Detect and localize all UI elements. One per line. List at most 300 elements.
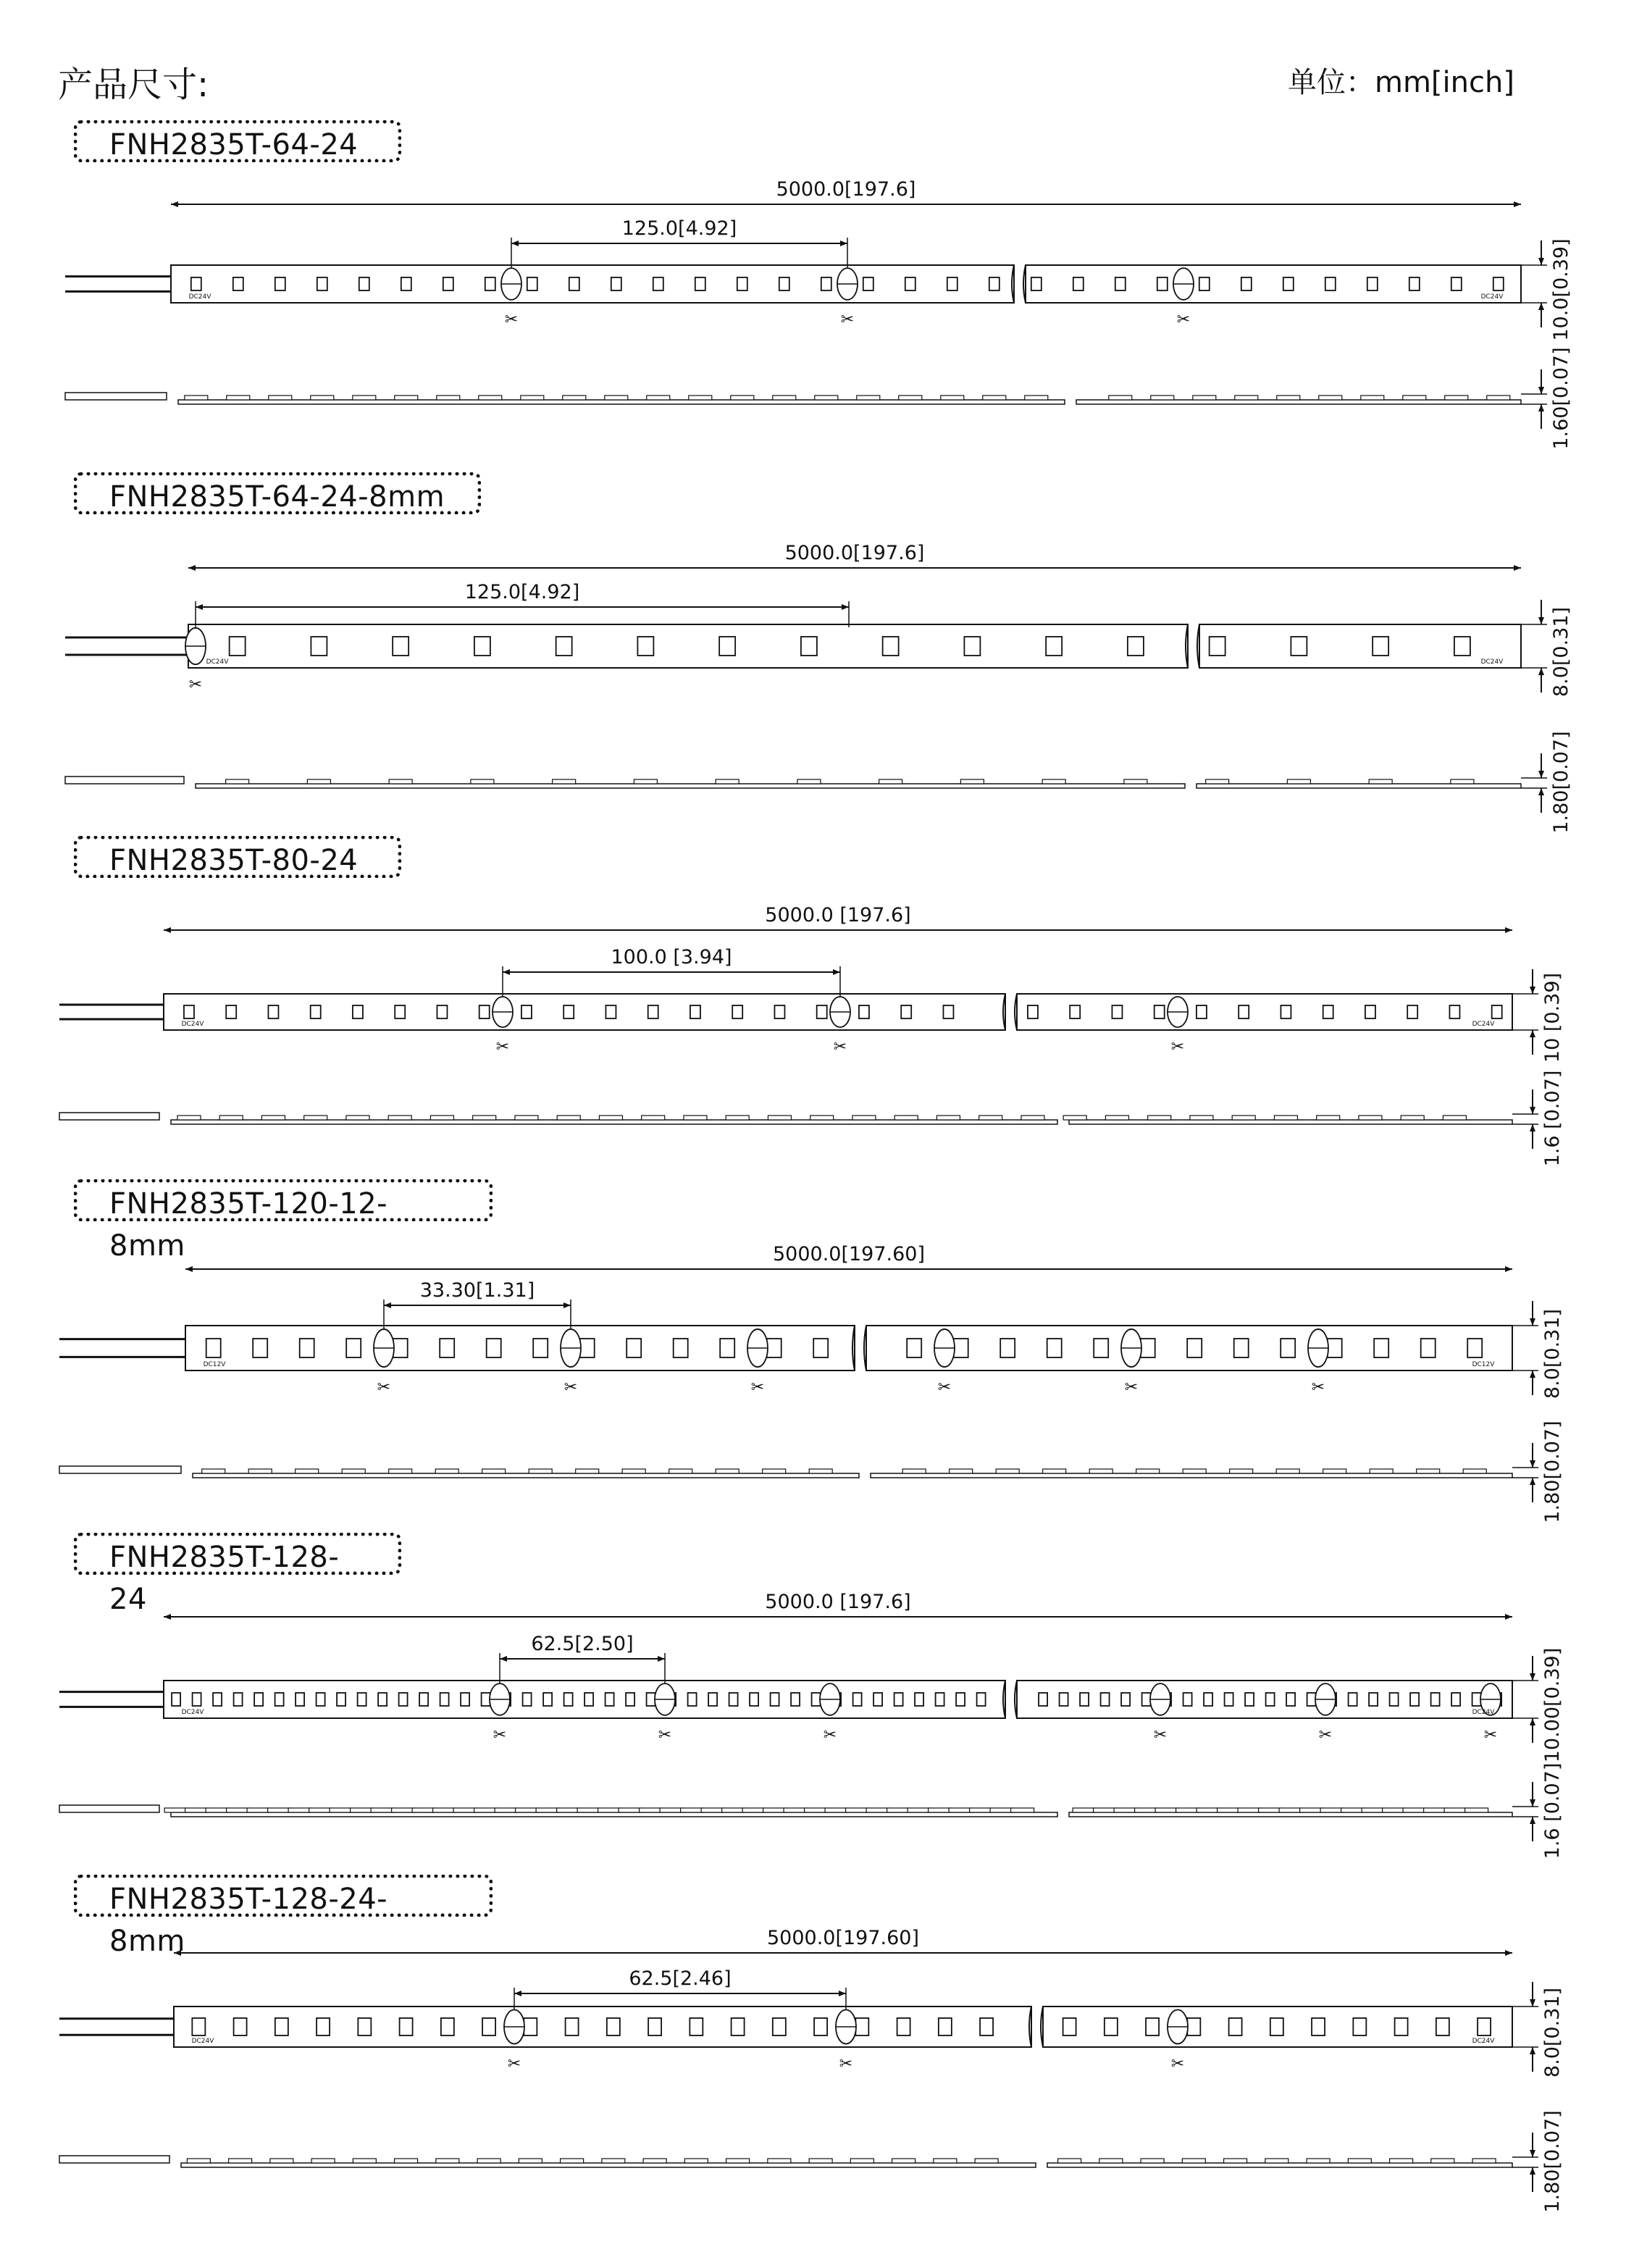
led-chip — [1245, 1693, 1254, 1706]
led-side-view — [1105, 1116, 1128, 1120]
led-side-view — [1383, 1808, 1406, 1812]
led-side-view — [516, 1808, 539, 1812]
led-side-view — [1011, 1808, 1034, 1812]
led-side-view — [330, 1808, 353, 1812]
pitch-label: 100.0 [3.94] — [611, 946, 732, 968]
scissors-icon: ✂ — [495, 1038, 510, 1056]
led-chip — [855, 2018, 868, 2035]
led-chip — [1239, 1005, 1249, 1018]
led-side-view — [1472, 2159, 1496, 2163]
led-chip — [399, 1693, 408, 1706]
led-side-view — [689, 396, 712, 400]
led-chip — [1063, 2018, 1076, 2035]
pitch-label: 33.30[1.31] — [419, 1279, 535, 1302]
led-chip — [569, 277, 579, 290]
led-side-view — [1136, 1469, 1160, 1473]
led-chip — [1369, 1693, 1378, 1706]
led-side-view — [1417, 1469, 1440, 1473]
scissors-icon: ✂ — [1153, 1726, 1168, 1744]
led-side-view — [701, 1808, 724, 1812]
scissors-icon: ✂ — [563, 1378, 578, 1397]
led-chip — [1187, 2018, 1200, 2035]
led-side-view — [1287, 779, 1310, 784]
wire-side-view — [59, 1466, 181, 1473]
led-side-view — [768, 2159, 791, 2163]
led-side-view — [261, 1116, 285, 1120]
led-chip — [821, 277, 831, 290]
led-chip — [440, 1339, 454, 1357]
led-side-view — [684, 2159, 708, 2163]
led-chip — [1229, 2018, 1242, 2035]
strip-side-view — [1047, 2163, 1512, 2167]
led-side-view — [309, 1808, 332, 1812]
led-chip — [719, 637, 735, 656]
led-side-view — [269, 396, 292, 400]
led-chip — [253, 1339, 267, 1357]
led-side-view — [389, 1469, 412, 1473]
led-side-view — [1361, 396, 1384, 400]
led-side-view — [453, 1808, 477, 1812]
led-chip — [812, 1693, 821, 1706]
led-side-view — [857, 396, 880, 400]
led-side-view — [763, 1808, 787, 1812]
led-chip — [1070, 1005, 1080, 1018]
led-side-view — [1341, 1808, 1365, 1812]
led-side-view — [879, 779, 902, 784]
led-chip — [441, 2018, 454, 2035]
width-label: 10 [0.39] — [1541, 972, 1564, 1063]
led-chip — [317, 1693, 325, 1706]
led-chip — [213, 1693, 222, 1706]
led-side-view — [577, 1808, 600, 1812]
led-chip — [311, 637, 327, 656]
led-chip — [543, 1693, 552, 1706]
led-chip — [813, 1339, 828, 1357]
led-chip — [563, 1005, 574, 1018]
led-chip — [524, 2018, 537, 2035]
strip-side-view — [193, 1473, 859, 1478]
led-side-view — [1320, 1808, 1344, 1812]
led-side-view — [731, 396, 754, 400]
width-label: 8.0[0.31] — [1550, 606, 1572, 698]
led-side-view — [1058, 2159, 1081, 2163]
led-chip — [1046, 637, 1062, 656]
voltage-label: DC24V — [188, 293, 211, 301]
led-chip — [1270, 2018, 1283, 2035]
led-chip — [1121, 1693, 1130, 1706]
led-side-view — [1114, 1808, 1137, 1812]
led-side-view — [268, 1808, 291, 1812]
led-chip — [191, 277, 201, 290]
led-chip — [1312, 2018, 1325, 2035]
strip-side-view — [1076, 400, 1521, 404]
strip-side-view — [1197, 784, 1521, 788]
scissors-icon: ✂ — [1318, 1726, 1333, 1744]
led-chip — [226, 1005, 236, 1018]
led-side-view — [634, 779, 657, 784]
led-chip — [1492, 1005, 1502, 1018]
led-chip — [1307, 1693, 1316, 1706]
led-side-view — [1218, 1808, 1241, 1812]
led-side-view — [515, 1116, 538, 1120]
led-side-view — [996, 1469, 1019, 1473]
led-side-view — [1307, 2159, 1330, 2163]
led-chip — [184, 1005, 194, 1018]
led-side-view — [1403, 396, 1426, 400]
led-side-view — [346, 1116, 369, 1120]
led-chip — [1449, 1005, 1459, 1018]
led-chip — [605, 1005, 616, 1018]
scissors-icon: ✂ — [840, 311, 855, 329]
led-chip — [1105, 2018, 1118, 2035]
led-side-view — [1124, 779, 1147, 784]
led-chip — [400, 2018, 413, 2035]
led-side-view — [1151, 396, 1174, 400]
led-chip — [234, 2018, 247, 2035]
width-label: 10.00[0.39] — [1541, 1647, 1564, 1763]
strip-body-top-view — [164, 994, 1005, 1030]
strip-side-view — [1069, 1812, 1512, 1817]
led-side-view — [1089, 1469, 1112, 1473]
led-side-view — [1276, 1469, 1299, 1473]
led-chip — [1328, 1339, 1342, 1357]
led-side-view — [1135, 1808, 1158, 1812]
led-side-view — [311, 396, 334, 400]
led-side-view — [219, 1116, 243, 1120]
led-chip — [1472, 1693, 1481, 1706]
led-chip — [1094, 1339, 1108, 1357]
thickness-label: 1.80[0.07] — [1541, 2110, 1564, 2213]
led-chip — [605, 1693, 614, 1706]
led-chip — [1039, 1693, 1047, 1706]
led-chip — [611, 277, 621, 290]
led-chip — [521, 1005, 532, 1018]
led-chip — [233, 277, 243, 290]
led-chip — [1141, 1339, 1155, 1357]
scissors-icon: ✂ — [188, 676, 203, 694]
led-chip — [695, 277, 705, 290]
scissors-icon: ✂ — [658, 1726, 672, 1744]
led-side-view — [960, 779, 984, 784]
led-side-view — [435, 1469, 458, 1473]
scissors-icon: ✂ — [377, 1378, 391, 1397]
led-side-view — [846, 1808, 869, 1812]
led-chip — [1365, 1005, 1375, 1018]
led-side-view — [1224, 2159, 1247, 2163]
led-side-view — [1369, 779, 1392, 784]
led-side-view — [395, 396, 418, 400]
led-chip — [980, 2018, 993, 2035]
led-side-view — [206, 1808, 229, 1812]
led-chip — [939, 2018, 952, 2035]
led-side-view — [307, 779, 330, 784]
led-side-view — [1238, 1808, 1261, 1812]
scissors-icon: ✂ — [1170, 1038, 1185, 1056]
led-chip — [1210, 637, 1225, 656]
led-side-view — [797, 779, 821, 784]
led-side-view — [342, 1469, 365, 1473]
led-chip — [690, 2018, 703, 2035]
led-side-view — [1206, 779, 1229, 784]
led-chip — [1451, 1693, 1460, 1706]
led-chip — [358, 1693, 366, 1706]
led-chip — [1187, 1339, 1202, 1357]
led-chip — [1234, 1339, 1249, 1357]
led-chip — [401, 277, 411, 290]
led-chip — [1493, 277, 1504, 290]
led-chip — [956, 1693, 965, 1706]
led-chip — [580, 1339, 595, 1357]
led-chip — [1146, 2018, 1159, 2035]
scissors-icon: ✂ — [1311, 1378, 1325, 1397]
led-chip — [482, 1693, 490, 1706]
led-chip — [977, 1693, 986, 1706]
led-side-view — [934, 2159, 957, 2163]
led-side-view — [716, 1469, 739, 1473]
led-chip — [268, 1005, 278, 1018]
pitch-label: 62.5[2.46] — [629, 1967, 732, 1990]
scissors-icon: ✂ — [507, 2055, 521, 2073]
led-chip — [172, 1693, 180, 1706]
led-chip — [533, 1339, 548, 1357]
led-chip — [732, 2018, 745, 2035]
led-chip — [1390, 1693, 1399, 1706]
led-side-view — [1487, 396, 1510, 400]
led-side-view — [979, 1116, 1002, 1120]
led-side-view — [1193, 396, 1216, 400]
wire-side-view — [65, 777, 184, 784]
led-chip — [1112, 1005, 1122, 1018]
led-side-view — [1230, 1469, 1253, 1473]
led-chip — [1101, 1693, 1110, 1706]
led-chip — [1128, 637, 1144, 656]
led-chip — [393, 637, 408, 656]
led-side-view — [681, 1808, 704, 1812]
led-side-view — [899, 396, 922, 400]
thickness-label: 1.80[0.07] — [1550, 731, 1572, 834]
led-chip — [254, 1693, 263, 1706]
strip-side-view — [1069, 1120, 1512, 1124]
led-side-view — [433, 1808, 456, 1812]
led-side-view — [1099, 2159, 1123, 2163]
led-chip — [523, 1693, 532, 1706]
led-side-view — [936, 1116, 960, 1120]
led-side-view — [561, 2159, 584, 2163]
led-side-view — [902, 1469, 926, 1473]
led-chip — [626, 1693, 634, 1706]
led-chip — [648, 1005, 658, 1018]
wire-side-view — [65, 393, 167, 400]
scissors-icon: ✂ — [750, 1378, 765, 1397]
led-chip — [1060, 1693, 1068, 1706]
led-side-view — [866, 1808, 889, 1812]
scissors-icon: ✂ — [937, 1378, 952, 1397]
led-side-view — [227, 1808, 250, 1812]
led-side-view — [894, 1116, 918, 1120]
strip-side-view — [178, 400, 1065, 404]
led-chip — [936, 1693, 944, 1706]
led-chip — [487, 1339, 501, 1357]
led-side-view — [684, 1116, 707, 1120]
strip-body-top-view — [1026, 265, 1521, 303]
led-chip — [1080, 1693, 1089, 1706]
led-chip — [637, 637, 653, 656]
led-side-view — [304, 1116, 327, 1120]
pitch-label: 125.0[4.92] — [621, 217, 737, 240]
led-chip — [474, 637, 490, 656]
led-side-view — [949, 1808, 972, 1812]
led-side-view — [975, 2159, 998, 2163]
led-side-view — [850, 2159, 873, 2163]
thickness-label: 1.6 [0.07] — [1541, 1070, 1564, 1167]
strip-body-top-view — [1199, 624, 1521, 668]
led-side-view — [388, 1116, 411, 1120]
led-side-view — [185, 396, 208, 400]
scissors-icon: ✂ — [823, 1726, 837, 1744]
scissors-icon: ✂ — [504, 311, 519, 329]
unit-label: 单位：mm[inch] — [1288, 66, 1514, 99]
led-chip — [853, 1693, 862, 1706]
led-side-view — [1176, 1808, 1199, 1812]
led-side-view — [1317, 1116, 1340, 1120]
led-chip — [1028, 1005, 1038, 1018]
led-side-view — [529, 1469, 552, 1473]
total-length-label: 5000.0 [197.6] — [765, 904, 911, 926]
width-label: 8.0[0.31] — [1541, 1308, 1564, 1399]
led-side-view — [495, 1808, 518, 1812]
led-chip — [720, 1339, 734, 1357]
led-chip — [653, 277, 663, 290]
led-side-view — [887, 1808, 910, 1812]
led-chip — [1454, 637, 1470, 656]
led-side-view — [1362, 1808, 1385, 1812]
led-chip — [1373, 637, 1388, 656]
led-side-view — [1109, 396, 1132, 400]
led-chip — [230, 637, 246, 656]
led-chip — [395, 1005, 405, 1018]
led-chip — [1353, 2018, 1366, 2035]
led-side-view — [622, 1469, 645, 1473]
led-side-view — [164, 1808, 188, 1812]
led-chip — [1183, 1693, 1192, 1706]
led-side-view — [619, 1808, 642, 1812]
led-side-view — [742, 1808, 766, 1812]
led-side-view — [1063, 1116, 1086, 1120]
led-side-view — [202, 1469, 225, 1473]
led-side-view — [353, 396, 376, 400]
model-label-5: FNH2835T-128-24 — [74, 1533, 401, 1575]
led-side-view — [177, 1116, 201, 1120]
led-chip — [1283, 277, 1294, 290]
led-side-view — [809, 1469, 832, 1473]
led-chip — [275, 277, 285, 290]
led-side-view — [1182, 2159, 1205, 2163]
led-chip — [801, 637, 817, 656]
led-chip — [1031, 277, 1042, 290]
led-chip — [317, 277, 327, 290]
voltage-label: DC24V — [1472, 1021, 1495, 1028]
led-side-view — [296, 1469, 319, 1473]
pitch-label: 125.0[4.92] — [464, 581, 580, 603]
led-chip — [1325, 277, 1336, 290]
led-side-view — [768, 1116, 791, 1120]
led-side-view — [226, 779, 249, 784]
voltage-label: DC24V — [206, 658, 229, 666]
led-chip — [485, 277, 495, 290]
led-chip — [1142, 1693, 1151, 1706]
led-side-view — [1043, 1469, 1066, 1473]
wire-side-view — [59, 1805, 159, 1812]
led-chip — [943, 1005, 953, 1018]
model-label-3: FNH2835T-80-24 — [74, 836, 401, 878]
led-side-view — [773, 396, 796, 400]
strip-side-view — [171, 1812, 1057, 1817]
led-chip — [1451, 277, 1462, 290]
led-side-view — [1323, 1469, 1346, 1473]
led-side-view — [852, 1116, 876, 1120]
led-chip — [192, 2018, 205, 2035]
strip-body-top-view — [1017, 994, 1512, 1030]
strip-side-view — [196, 784, 1185, 788]
led-chip — [674, 1339, 688, 1357]
led-side-view — [392, 1808, 415, 1812]
voltage-label: DC12V — [203, 1361, 226, 1368]
led-chip — [378, 1693, 387, 1706]
led-side-view — [536, 1808, 559, 1812]
led-chip — [300, 1339, 314, 1357]
led-chip — [1157, 277, 1168, 290]
led-chip — [1421, 1339, 1436, 1357]
led-chip — [1395, 2018, 1408, 2035]
led-side-view — [647, 396, 670, 400]
led-chip — [1000, 1339, 1015, 1357]
led-side-view — [371, 1808, 394, 1812]
led-side-view — [643, 2159, 666, 2163]
led-side-view — [810, 1116, 834, 1120]
led-chip — [626, 1339, 641, 1357]
led-chip — [584, 1693, 593, 1706]
led-side-view — [1190, 1116, 1213, 1120]
led-side-view — [660, 1808, 683, 1812]
led-chip — [556, 637, 572, 656]
led-side-view — [1197, 1808, 1220, 1812]
led-chip — [873, 1693, 882, 1706]
strip-side-view — [181, 2163, 1036, 2167]
strip-body-top-view — [171, 265, 1014, 303]
led-chip — [443, 277, 453, 290]
led-chip — [1281, 1005, 1291, 1018]
scissors-icon: ✂ — [1170, 2055, 1185, 2073]
led-side-view — [1025, 396, 1048, 400]
led-side-view — [763, 1469, 786, 1473]
voltage-label: DC12V — [1472, 1361, 1495, 1368]
width-label: 8.0[0.31] — [1541, 1987, 1564, 2078]
led-side-view — [477, 2159, 500, 2163]
led-side-view — [908, 1808, 931, 1812]
led-chip — [393, 1339, 408, 1357]
led-side-view — [1183, 1469, 1206, 1473]
led-side-view — [983, 396, 1006, 400]
led-side-view — [351, 1808, 374, 1812]
led-side-view — [1319, 396, 1342, 400]
led-chip — [894, 1693, 903, 1706]
led-chip — [915, 1693, 923, 1706]
led-side-view — [563, 396, 586, 400]
led-chip — [564, 1693, 573, 1706]
led-side-view — [599, 1116, 622, 1120]
led-side-view — [1274, 1116, 1297, 1120]
led-chip — [954, 1339, 968, 1357]
